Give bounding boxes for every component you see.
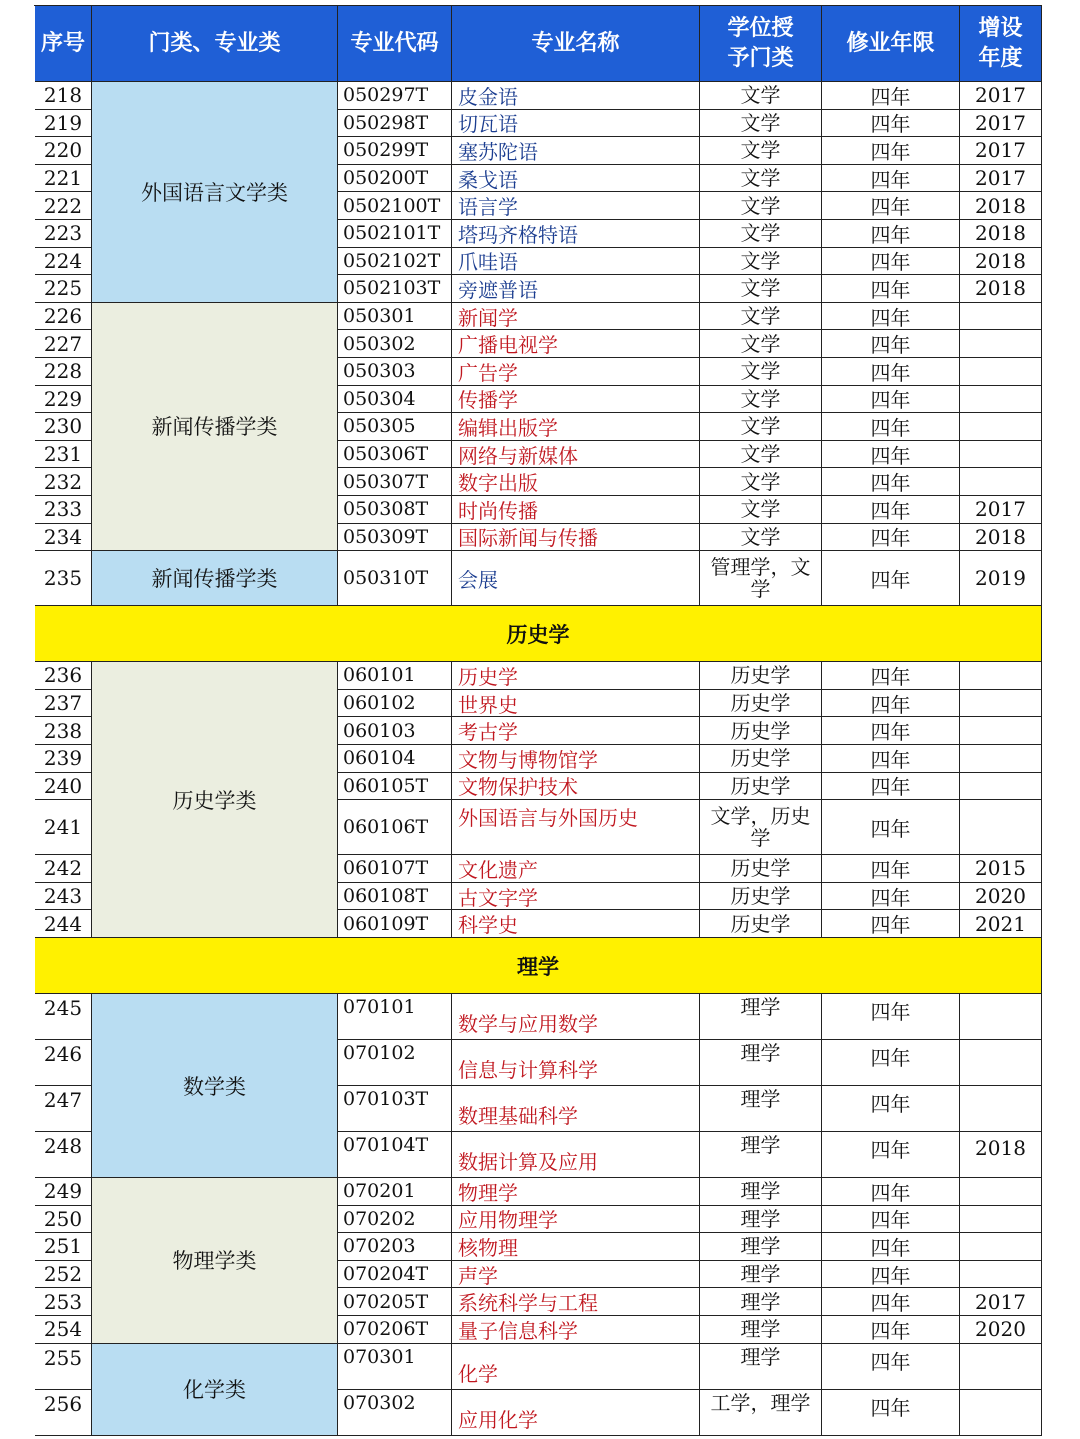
year-added	[960, 1233, 1042, 1261]
major-name: 塞苏陀语	[452, 137, 700, 165]
year-added: 2017	[960, 137, 1042, 165]
study-years: 四年	[822, 110, 960, 138]
degree-type: 文学	[700, 358, 822, 386]
year-added: 2018	[960, 248, 1042, 276]
degree-type: 文学	[700, 110, 822, 138]
major-code: 060103	[338, 717, 452, 745]
study-years: 四年	[822, 717, 960, 745]
major-code: 050299T	[338, 137, 452, 165]
degree-type: 历史学	[700, 662, 822, 690]
col-no-header: 序号	[35, 6, 92, 82]
row-number: 222	[35, 192, 92, 220]
year-added: 2017	[960, 165, 1042, 193]
row-number: 224	[35, 248, 92, 276]
year-added	[960, 386, 1042, 414]
study-years: 四年	[822, 1206, 960, 1234]
year-added	[960, 1040, 1042, 1086]
category-group: 化学类	[92, 1344, 338, 1436]
year-added: 2018	[960, 1132, 1042, 1178]
major-name: 量子信息科学	[452, 1316, 700, 1344]
degree-type: 历史学	[700, 773, 822, 801]
row-number: 226	[35, 303, 92, 331]
year-added: 2017	[960, 496, 1042, 524]
study-years: 四年	[822, 441, 960, 469]
row-number: 247	[35, 1086, 92, 1132]
major-code: 050309T	[338, 524, 452, 552]
study-years: 四年	[822, 137, 960, 165]
study-years: 四年	[822, 386, 960, 414]
major-name: 应用化学	[452, 1390, 700, 1436]
degree-type: 历史学	[700, 910, 822, 938]
degree-type: 文学	[700, 303, 822, 331]
year-added	[960, 303, 1042, 331]
degree-type: 历史学	[700, 745, 822, 773]
major-name: 数字出版	[452, 468, 700, 496]
study-years: 四年	[822, 275, 960, 303]
degree-type: 文学	[700, 496, 822, 524]
row-number: 234	[35, 524, 92, 552]
category-group: 物理学类	[92, 1178, 338, 1344]
major-name: 文化遗产	[452, 855, 700, 883]
study-years: 四年	[822, 1233, 960, 1261]
degree-type: 理学	[700, 1288, 822, 1316]
study-years: 四年	[822, 1390, 960, 1436]
year-added: 2018	[960, 275, 1042, 303]
row-number: 246	[35, 1040, 92, 1086]
study-years: 四年	[822, 551, 960, 606]
degree-type: 文学	[700, 248, 822, 276]
major-name: 古文字学	[452, 883, 700, 911]
major-name: 考古学	[452, 717, 700, 745]
study-years: 四年	[822, 1132, 960, 1178]
major-code: 070205T	[338, 1288, 452, 1316]
year-added	[960, 745, 1042, 773]
study-years: 四年	[822, 82, 960, 110]
major-name: 系统科学与工程	[452, 1288, 700, 1316]
major-code: 0502103T	[338, 275, 452, 303]
study-years: 四年	[822, 855, 960, 883]
row-number: 236	[35, 662, 92, 690]
major-code: 050307T	[338, 468, 452, 496]
row-number: 249	[35, 1178, 92, 1206]
degree-type: 文学	[700, 413, 822, 441]
degree-type: 理学	[700, 1132, 822, 1178]
major-code: 070202	[338, 1206, 452, 1234]
major-name: 皮金语	[452, 82, 700, 110]
category-group: 新闻传播学类	[92, 303, 338, 551]
major-code: 060106T	[338, 800, 452, 855]
degree-type: 理学	[700, 1261, 822, 1289]
year-added	[960, 1261, 1042, 1289]
year-added	[960, 1086, 1042, 1132]
major-code: 0502100T	[338, 192, 452, 220]
major-code: 050308T	[338, 496, 452, 524]
row-number: 238	[35, 717, 92, 745]
major-name: 世界史	[452, 690, 700, 718]
major-name: 核物理	[452, 1233, 700, 1261]
degree-type: 文学	[700, 220, 822, 248]
col-category-header: 门类、专业类	[92, 6, 338, 82]
major-code: 070204T	[338, 1261, 452, 1289]
year-added: 2015	[960, 855, 1042, 883]
major-name: 外国语言与外国历史	[452, 800, 700, 855]
degree-type: 文学	[700, 524, 822, 552]
major-code: 070103T	[338, 1086, 452, 1132]
major-name: 化学	[452, 1344, 700, 1390]
study-years: 四年	[822, 773, 960, 801]
degree-type: 文学	[700, 82, 822, 110]
row-number: 256	[35, 1390, 92, 1436]
major-name: 文物保护技术	[452, 773, 700, 801]
section-band: 理学	[35, 938, 1042, 994]
degree-type: 历史学	[700, 855, 822, 883]
row-number: 219	[35, 110, 92, 138]
col-code-header: 专业代码	[338, 6, 452, 82]
major-name: 会展	[452, 551, 700, 606]
study-years: 四年	[822, 330, 960, 358]
degree-type: 文学	[700, 192, 822, 220]
study-years: 四年	[822, 358, 960, 386]
year-added	[960, 1178, 1042, 1206]
major-name: 科学史	[452, 910, 700, 938]
row-number: 240	[35, 773, 92, 801]
major-name: 语言学	[452, 192, 700, 220]
major-name: 应用物理学	[452, 1206, 700, 1234]
year-added: 2018	[960, 220, 1042, 248]
year-added	[960, 441, 1042, 469]
year-added: 2017	[960, 1288, 1042, 1316]
major-name: 声学	[452, 1261, 700, 1289]
degree-type: 文学，历史学	[700, 800, 822, 855]
study-years: 四年	[822, 1288, 960, 1316]
major-code: 060109T	[338, 910, 452, 938]
category-group: 外国语言文学类	[92, 82, 338, 303]
row-number: 229	[35, 386, 92, 414]
study-years: 四年	[822, 1040, 960, 1086]
section-band: 历史学	[35, 606, 1042, 662]
study-years: 四年	[822, 496, 960, 524]
row-number: 237	[35, 690, 92, 718]
row-number: 232	[35, 468, 92, 496]
row-number: 250	[35, 1206, 92, 1234]
year-added	[960, 413, 1042, 441]
degree-type: 文学	[700, 386, 822, 414]
major-code: 070101	[338, 994, 452, 1040]
major-code: 050302	[338, 330, 452, 358]
row-number: 220	[35, 137, 92, 165]
year-added	[960, 800, 1042, 855]
study-years: 四年	[822, 303, 960, 331]
study-years: 四年	[822, 1086, 960, 1132]
year-added	[960, 690, 1042, 718]
major-name: 数理基础科学	[452, 1086, 700, 1132]
major-code: 050306T	[338, 441, 452, 469]
study-years: 四年	[822, 690, 960, 718]
major-code: 060108T	[338, 883, 452, 911]
study-years: 四年	[822, 524, 960, 552]
degree-type: 理学	[700, 994, 822, 1040]
major-name: 桑戈语	[452, 165, 700, 193]
year-added	[960, 358, 1042, 386]
row-number: 223	[35, 220, 92, 248]
major-code: 050305	[338, 413, 452, 441]
major-name: 编辑出版学	[452, 413, 700, 441]
row-number: 218	[35, 82, 92, 110]
col-added-header: 增设年度	[960, 6, 1042, 82]
row-number: 244	[35, 910, 92, 938]
major-code: 050310T	[338, 551, 452, 606]
year-added	[960, 1390, 1042, 1436]
degree-type: 理学	[700, 1344, 822, 1390]
category-group: 新闻传播学类	[92, 551, 338, 606]
major-code: 070201	[338, 1178, 452, 1206]
major-name: 时尚传播	[452, 496, 700, 524]
major-name: 物理学	[452, 1178, 700, 1206]
row-number: 254	[35, 1316, 92, 1344]
row-number: 243	[35, 883, 92, 911]
major-name: 国际新闻与传播	[452, 524, 700, 552]
study-years: 四年	[822, 883, 960, 911]
major-code: 060104	[338, 745, 452, 773]
col-degree-header: 学位授予门类	[700, 6, 822, 82]
degree-type: 文学	[700, 165, 822, 193]
major-name: 信息与计算科学	[452, 1040, 700, 1086]
major-code: 050304	[338, 386, 452, 414]
year-added	[960, 468, 1042, 496]
row-number: 231	[35, 441, 92, 469]
study-years: 四年	[822, 1344, 960, 1390]
degree-type: 工学，理学	[700, 1390, 822, 1436]
degree-type: 文学	[700, 275, 822, 303]
year-added	[960, 1206, 1042, 1234]
major-name: 塔玛齐格特语	[452, 220, 700, 248]
major-name: 历史学	[452, 662, 700, 690]
row-number: 230	[35, 413, 92, 441]
study-years: 四年	[822, 1178, 960, 1206]
major-name: 切瓦语	[452, 110, 700, 138]
study-years: 四年	[822, 220, 960, 248]
category-group: 数学类	[92, 994, 338, 1178]
row-number: 255	[35, 1344, 92, 1390]
year-added: 2020	[960, 1316, 1042, 1344]
major-code: 060102	[338, 690, 452, 718]
major-code: 050200T	[338, 165, 452, 193]
row-number: 227	[35, 330, 92, 358]
col-name-header: 专业名称	[452, 6, 700, 82]
major-code: 050297T	[338, 82, 452, 110]
study-years: 四年	[822, 800, 960, 855]
study-years: 四年	[822, 192, 960, 220]
major-code: 070301	[338, 1344, 452, 1390]
year-added: 2018	[960, 524, 1042, 552]
row-number: 251	[35, 1233, 92, 1261]
major-name: 数据计算及应用	[452, 1132, 700, 1178]
major-code: 050298T	[338, 110, 452, 138]
study-years: 四年	[822, 165, 960, 193]
major-code: 070102	[338, 1040, 452, 1086]
major-code: 070104T	[338, 1132, 452, 1178]
major-code: 060105T	[338, 773, 452, 801]
major-code: 060101	[338, 662, 452, 690]
major-code: 050301	[338, 303, 452, 331]
degree-type: 理学	[700, 1233, 822, 1261]
year-added: 2019	[960, 551, 1042, 606]
col-years-header: 修业年限	[822, 6, 960, 82]
row-number: 239	[35, 745, 92, 773]
major-name: 广告学	[452, 358, 700, 386]
study-years: 四年	[822, 1316, 960, 1344]
degree-type: 文学	[700, 330, 822, 358]
degree-type: 文学	[700, 468, 822, 496]
degree-type: 历史学	[700, 690, 822, 718]
degree-type: 理学	[700, 1178, 822, 1206]
row-number: 252	[35, 1261, 92, 1289]
year-added: 2018	[960, 192, 1042, 220]
year-added: 2017	[960, 110, 1042, 138]
year-added: 2020	[960, 883, 1042, 911]
category-group: 历史学类	[92, 662, 338, 938]
major-code: 070206T	[338, 1316, 452, 1344]
degree-type: 历史学	[700, 883, 822, 911]
degree-type: 理学	[700, 1316, 822, 1344]
row-number: 245	[35, 994, 92, 1040]
study-years: 四年	[822, 248, 960, 276]
degree-type: 文学	[700, 137, 822, 165]
major-name: 文物与博物馆学	[452, 745, 700, 773]
major-code: 070203	[338, 1233, 452, 1261]
major-code: 0502102T	[338, 248, 452, 276]
row-number: 225	[35, 275, 92, 303]
major-code: 0502101T	[338, 220, 452, 248]
row-number: 233	[35, 496, 92, 524]
major-code: 070302	[338, 1390, 452, 1436]
study-years: 四年	[822, 413, 960, 441]
degree-type: 历史学	[700, 717, 822, 745]
major-name: 旁遮普语	[452, 275, 700, 303]
major-code: 060107T	[338, 855, 452, 883]
study-years: 四年	[822, 1261, 960, 1289]
study-years: 四年	[822, 745, 960, 773]
major-name: 传播学	[452, 386, 700, 414]
year-added	[960, 994, 1042, 1040]
degree-type: 文学	[700, 441, 822, 469]
row-number: 248	[35, 1132, 92, 1178]
study-years: 四年	[822, 994, 960, 1040]
degree-type: 管理学，文学	[700, 551, 822, 606]
study-years: 四年	[822, 468, 960, 496]
row-number: 221	[35, 165, 92, 193]
major-name: 数学与应用数学	[452, 994, 700, 1040]
major-name: 网络与新媒体	[452, 441, 700, 469]
row-number: 228	[35, 358, 92, 386]
degree-type: 理学	[700, 1086, 822, 1132]
major-code: 050303	[338, 358, 452, 386]
major-name: 爪哇语	[452, 248, 700, 276]
year-added	[960, 773, 1042, 801]
degree-type: 理学	[700, 1206, 822, 1234]
year-added	[960, 717, 1042, 745]
major-name: 广播电视学	[452, 330, 700, 358]
study-years: 四年	[822, 910, 960, 938]
year-added: 2017	[960, 82, 1042, 110]
row-number: 242	[35, 855, 92, 883]
study-years: 四年	[822, 662, 960, 690]
major-name: 新闻学	[452, 303, 700, 331]
degree-type: 理学	[700, 1040, 822, 1086]
year-added: 2021	[960, 910, 1042, 938]
row-number: 253	[35, 1288, 92, 1316]
row-number: 235	[35, 551, 92, 606]
row-number: 241	[35, 800, 92, 855]
year-added	[960, 1344, 1042, 1390]
year-added	[960, 662, 1042, 690]
year-added	[960, 330, 1042, 358]
